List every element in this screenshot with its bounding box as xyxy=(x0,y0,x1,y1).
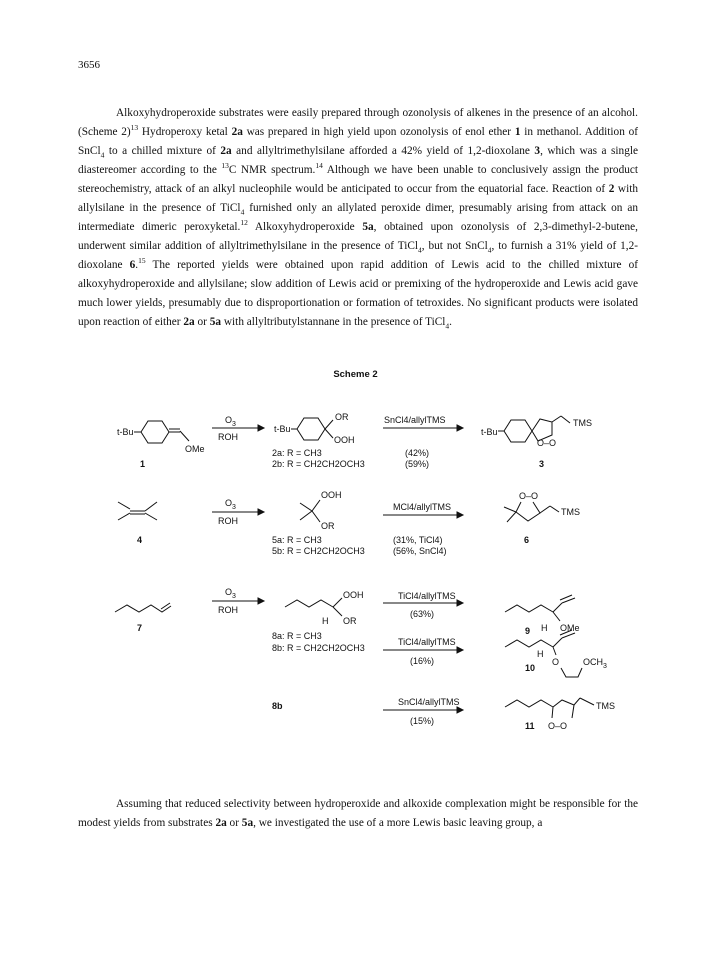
h-label: H xyxy=(322,616,329,626)
ozone-label: $O_3$ xyxy=(225,498,236,511)
heptyl-chain xyxy=(285,600,333,607)
tms-label: TMS xyxy=(561,507,580,517)
scheme-title: Scheme 2 xyxy=(333,369,378,380)
paragraph-reduced-selectivity xyxy=(78,795,638,833)
para1-run: 3 xyxy=(534,145,541,157)
para1-run: to a chilled mixture of xyxy=(104,145,221,157)
o-o-label: O–O xyxy=(537,438,557,448)
row1-yield-b: (59%) xyxy=(405,459,430,469)
dioxolane-chain xyxy=(553,698,580,707)
para1-run: . xyxy=(135,259,139,271)
para1-run: in methanol. Addition of SnCl xyxy=(78,126,638,157)
ooh-label: OOH xyxy=(343,590,364,600)
ome-label: OMe xyxy=(560,623,580,633)
product-chain xyxy=(505,605,553,612)
para1-run: 1 xyxy=(514,126,521,138)
ome-label: OMe xyxy=(185,444,205,454)
row5-yield: (15%) xyxy=(410,716,435,726)
para2-run: , we investigated the use of a more Lewis basic leaving group, a xyxy=(253,817,543,829)
row2-conditions: MCl4/allylTMS xyxy=(393,502,452,512)
para1-run: Hydroperoxy ketal xyxy=(138,126,232,138)
och3-label: $OCH_3$ xyxy=(583,657,607,670)
para1-run: 4 xyxy=(487,245,492,255)
para1-run: furnished only an allylated peroxide dimer, presumably arising from attack on an intermediate dimeric peroxyketal. xyxy=(78,202,638,233)
compound-11-label: 11 xyxy=(525,721,535,731)
ooh-label: OOH xyxy=(334,435,355,445)
para1-run: 4 xyxy=(240,207,245,217)
para1-run: 5a xyxy=(362,221,374,233)
compound-9-label: 9 xyxy=(525,626,531,636)
tbu-label: t-Bu xyxy=(481,427,498,437)
para1-run: 13 xyxy=(130,123,139,133)
para1-run: Alkoxyhydroperoxide xyxy=(247,221,363,233)
para1-run: , but not SnCl xyxy=(421,240,488,252)
para2-run: Assuming that reduced selectivity between hydroperoxide and alkoxide complexation might be responsible for the modest yields from substrates xyxy=(78,798,638,829)
page-number: 3656 xyxy=(78,59,100,71)
row1-yield-a: (42%) xyxy=(405,448,430,458)
row4-yield: (16%) xyxy=(410,656,435,666)
para1-run: 14 xyxy=(315,161,323,171)
compound-8a-label: 8a: R = CH3 xyxy=(272,631,322,641)
ozone-label: $O_3$ xyxy=(225,415,236,428)
compound-4-label: 4 xyxy=(137,535,143,545)
para1-run: 2a xyxy=(231,126,243,138)
para2-run: or xyxy=(226,817,242,829)
h-label: H xyxy=(537,649,544,659)
para1-run: 5a xyxy=(209,316,222,328)
para1-run: and allyltrimethylsilane afforded a 42% yield of 1,2-dioxolane xyxy=(231,145,535,157)
para1-run: Alkoxyhydroperoxide substrates were easily prepared through ozonolysis of alkenes in the presence of an alcohol.(Scheme 2) xyxy=(78,107,638,138)
para1-run: C NMR spectrum. xyxy=(228,164,316,176)
compound-3-label: 3 xyxy=(539,459,545,469)
para1-run: 13 xyxy=(221,161,229,171)
para1-run: , obtained upon ozonolysis of 2,3-dimethyl-2-butene, underwent similar addition of allyltrimethylsilane in the presence of TiCl xyxy=(78,221,638,252)
para2-run: 5a xyxy=(241,817,254,829)
para1-run: , which was a single diastereomer according to the xyxy=(78,145,639,176)
ooh-label: OOH xyxy=(321,490,342,500)
row3-conditions: TiCl4/allylTMS xyxy=(398,591,456,601)
para1-run: 2a xyxy=(183,316,195,328)
cyclohexane-ring-2 xyxy=(297,418,325,440)
tms-label: TMS xyxy=(596,701,615,711)
cyclohexane-ring-1 xyxy=(141,421,169,443)
or-label: OR xyxy=(321,521,335,531)
o-o-label: O–O xyxy=(519,491,539,501)
compound-5b-label: 5b: R = CH2CH2OCH3 xyxy=(272,546,365,556)
para1-run: Although we have been unable to conclusively assign the product stereochemistry, attack of an alkyl nucleophile would be anticipated to occur from the equatorial face. Reaction of xyxy=(78,164,639,195)
roh-label: ROH xyxy=(218,516,238,526)
scheme-2-reaction-diagram xyxy=(0,395,711,645)
para1-run: was prepared in high yield upon ozonolysis of enol ether xyxy=(242,126,515,138)
para1-run: 4 xyxy=(100,150,105,160)
para1-run: , to furnish a 31% yield of 1,2-dioxolane xyxy=(78,240,638,271)
compound-5a-label: 5a: R = CH3 xyxy=(272,535,322,545)
row1-conditions: SnCl4/allylTMS xyxy=(384,415,446,425)
paragraph-alkoxyhydroperoxide-substrates xyxy=(78,104,638,332)
h-label: H xyxy=(541,623,548,633)
o-label: O xyxy=(552,657,560,667)
para1-run: with allylsilane in the presence of TiCl xyxy=(78,183,638,214)
row2-yield-a: (31%, TiCl4) xyxy=(393,535,443,545)
compound-1-label: 1 xyxy=(140,459,146,469)
compound-6-label: 6 xyxy=(524,535,530,545)
roh-label: ROH xyxy=(218,432,238,442)
para1-run: . xyxy=(449,316,452,328)
scheme-2-reaction-diagram-lower xyxy=(0,637,711,785)
compound-8b-ref: 8b xyxy=(272,701,283,711)
para1-run: The reported yields were obtained upon rapid addition of Lewis acid to the chilled mixture of alkoxyhydroperoxide and allylsilane; slow addition of Lewis acid or premixing of the hydroperoxide and Lewis acid gave much lower yields, presumably due to disproportionation or formation of tetroxides. No significant products were isolated upon reaction of either xyxy=(78,259,639,328)
para1-run: 2 xyxy=(608,183,615,195)
row2-yield-b: (56%, SnCl4) xyxy=(393,546,447,556)
compound-2b-label: 2b: R = CH2CH2OCH3 xyxy=(272,459,365,469)
ozone-label: $O_3$ xyxy=(225,587,236,600)
para1-run: 6 xyxy=(129,259,136,271)
cyclohexane-ring-3 xyxy=(504,420,532,442)
row4-conditions: TiCl4/allylTMS xyxy=(398,637,456,647)
tbu-label: t-Bu xyxy=(117,427,134,437)
para1-run: 4 xyxy=(418,245,422,255)
para2-run: 2a xyxy=(215,817,227,829)
para1-run: or xyxy=(194,316,210,328)
para1-run: 12 xyxy=(240,218,248,228)
tms-label: TMS xyxy=(573,418,592,428)
para1-run: with allyltributylstannane in the presence of TiCl xyxy=(221,316,446,328)
row5-conditions: SnCl4/allylTMS xyxy=(398,697,460,707)
compound-8b-label: 8b: R = CH2CH2OCH3 xyxy=(272,643,365,653)
dioxolane-ring xyxy=(516,502,540,521)
ether-link xyxy=(561,668,582,677)
o-o-label: O–O xyxy=(548,721,568,731)
para1-run: 15 xyxy=(138,256,146,266)
para1-run: 2a xyxy=(220,145,232,157)
product-chain xyxy=(505,700,553,707)
row3-yield: (63%) xyxy=(410,609,435,619)
or-label: OR xyxy=(335,412,349,422)
compound-10-label: 10 xyxy=(525,663,536,673)
roh-label: ROH xyxy=(218,605,238,615)
compound-2a-label: 2a: R = CH3 xyxy=(272,448,322,458)
para1-run: 4 xyxy=(445,321,450,331)
tbu-label: t-Bu xyxy=(274,424,291,434)
compound-7-label: 7 xyxy=(137,623,143,633)
or-label: OR xyxy=(343,616,357,626)
